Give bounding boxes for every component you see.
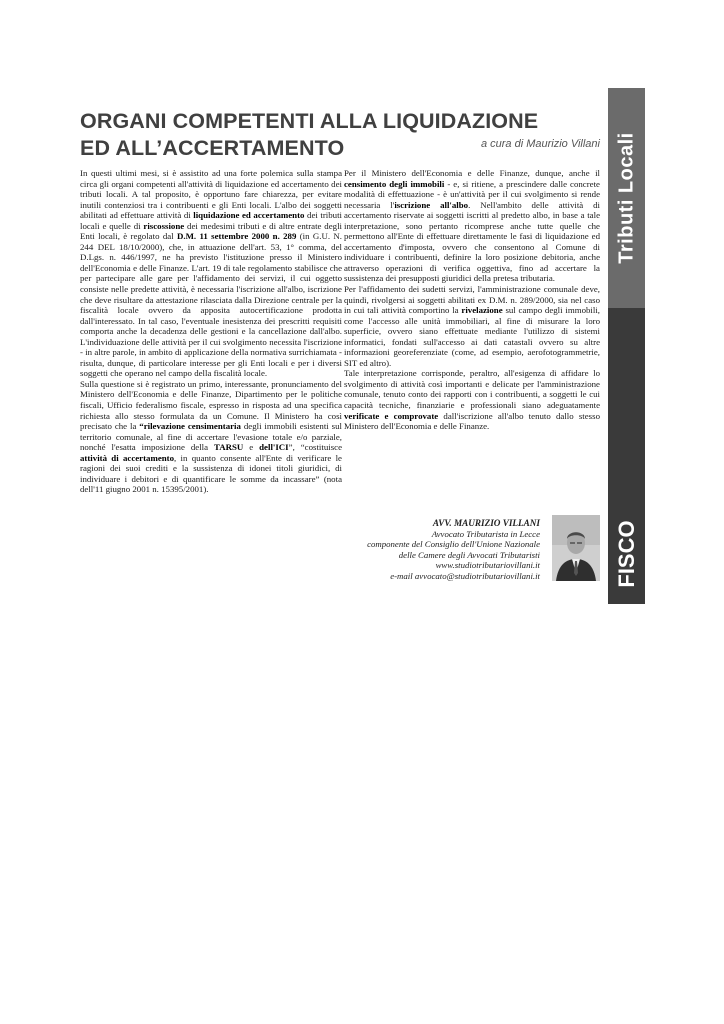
bold-run: verificate e comprovate: [344, 410, 439, 421]
text-run: degli immobili esistenti sul territorio comunale, al fine di accertare l'evasione totale e/o parziale, nonché l'esatta imposizione della: [80, 421, 342, 453]
author-email: e-mail avvocato@studiotributariovillani.it: [390, 570, 540, 581]
bold-run: rivelazione: [461, 305, 503, 316]
author-photo: [552, 515, 600, 581]
text-run: dei tributi locali e quelle di: [80, 210, 343, 231]
category-label: FISCO: [613, 520, 639, 588]
author-signature: [340, 518, 540, 581]
category-label-wrap: [608, 504, 645, 604]
section-band: [608, 88, 645, 308]
curated-by: a cura di Maurizio Villani: [480, 138, 600, 150]
text-run: dall'iscrizione all'albo tenuto dallo stesso Ministero dell'Economia e delle Finanze.: [344, 410, 600, 432]
left-paragraph-2: [80, 379, 342, 495]
right-paragraph-1: [344, 168, 600, 284]
bold-run: attività di accertamento: [80, 452, 175, 463]
section-sidebar: [608, 88, 645, 604]
bold-run: liquidazione ed accertamento: [193, 210, 305, 221]
author-name: AVV. MAURIZIO VILLANI: [432, 518, 540, 528]
text-run: - e, si ritiene, a prescindere dalle concrete modalità di effettuazione - è un'attività per il cui svolgimento si rende necessaria l': [344, 178, 600, 210]
text-run: Tale interpretazione corrisponde, peraltro, all'esigenza di affidare lo svolgimento di attività così importanti e delicate per l'amministrazione comunale, tenuto conto dei rapporti con i contribuenti, a soggetti le cui capacità tecniche, finanziarie e professionali siano adeguatamente: [344, 368, 600, 411]
section-label: Tributi Locali: [615, 132, 637, 264]
text-run: Sulla questione si è registrato un primo, interessante, pronunciamento del Ministero dell'Economia e delle Finanze, Dipartimento per le politiche fiscali, Ufficio federalismo fiscale, espresso in risposta ad una specifica richiesta allo stesso formulata da un Comune. Il Ministero ha così precisato che la: [80, 378, 342, 432]
text-run: In questi ultimi mesi, si è assistito ad una forte polemica sulla stampa circa gli organi competenti all'attività di liquidazione ed accertamento dei tributi locali. A tal proposito, è opportuno fare chiarezza, per evitare inutili contenziosi tra i contribuenti e gli Enti locali. L'albo dei soggetti abilitati ad effettuare attività di: [80, 168, 342, 221]
text-run: e: [243, 442, 260, 453]
author-role: Avvocato Tributarista in Lecce: [431, 528, 540, 539]
left-paragraph-1: [80, 168, 342, 379]
bold-run: TARSU: [213, 442, 244, 453]
text-run: (in G.U. N. 244 DEL 18/10/2000), che, in attuazione dell'art. 53, 1° comma, del D.Lgs. n. 446/1997, ne ha previsto l'istituzione presso il Ministero dell'Economia e delle Finanze. L'art. 19 di tale regolamento stabilisce che per partecipare alle gare per l'affidamento dei servizi, il cui oggetto consiste nelle predette attività, è necessaria l'iscrizione all'albo, iscrizione che deve risultare da attestazione rilasciata dalla Direzione centrale per la fiscalità locale ovvero da apposita autocertificazione prodotta dall'interessato. In tal caso, l'eventuale inesistenza dei prescritti requisiti comporta anche la decadenza delle gestioni e la cancellazione dall'albo. L'individuazione delle attività per il cui svolgimento necessita l'iscrizione - in altre parole, in ambito di applicazione della normativa surrichiamata - risulta, dunque, di particolare interesse per gli Enti locali e per i diversi soggetti che operano nel campo della fiscalità locale.: [80, 231, 343, 379]
text-run: Per il Ministero dell'Economia e delle Finanze, dunque, anche il: [344, 168, 600, 178]
text-run: . Nell'ambito delle attività di accertamento riservate ai soggetti iscritti al predetto albo, in base a tale interpretazione, sono pertanto ricomprese anche tutte quelle che permettono all'Ente di effettuare direttamente le fasi di liquidazione ed accertamento d'imposta, ovvero che consentono al Comune di individuare i contribuenti, definire la loro posizione debitoria, anche attraverso operazioni di verifica oggettiva, fino ad accertare la sussistenza dei presupposti giuridici della pretesa tributaria.: [344, 199, 601, 284]
bold-run: riscossione: [143, 220, 185, 231]
bold-run: censimento degli immobili: [344, 178, 445, 189]
text-run: ”, “costituisce: [288, 442, 342, 453]
text-run: Per l'affidamento dei sudetti servizi, l'amministrazione comunale deve, quindi, rivolgersi ai soggetti abilitati ex D.M. n. 289/2000, sia nel caso in cui tali attività comportino la: [344, 284, 600, 316]
text-run: , in quanto consente all'Ente di verificare le ragioni dei suoi crediti e la sussistenza di idonei titoli giuridici, di individuare i debitori e di quantificare le somme da incassare” (nota dell'11 giugno 2001 n. 15395/2001).: [80, 452, 342, 495]
article-title-line1: ORGANI COMPETENTI ALLA LIQUIDAZIONE: [80, 109, 539, 133]
bold-run: “rilevazione censimentaria: [139, 421, 241, 432]
bold-run: D.M. 11 settembre 2000 n. 289: [176, 231, 297, 242]
author-affiliation-line2: delle Camere degli Avvocati Tributaristi: [398, 549, 540, 560]
text-run: sul campo degli immobili, come l'accesso alle unità immobiliari, al fine di misurare la loro superficie, ovvero siano effettuate mediante l'utilizzo di sistemi informatici, fondati sull'accesso ai dati catastali ovvero su altre informazioni georeferenziate (come, ad esempio, aerofotogrammetrie, SIT ed altro).: [344, 305, 600, 368]
article-title: [80, 108, 600, 162]
right-paragraph-2: [344, 284, 600, 368]
category-band: [608, 308, 645, 604]
text-run: dei medesimi tributi e di altre entrate degli Enti locali, è regolato dal: [80, 220, 342, 242]
bold-run: iscrizione all'albo: [394, 199, 469, 210]
portrait-image: [552, 515, 600, 581]
right-paragraph-3: [344, 368, 600, 431]
author-website: www.studiotributariovillani.it: [435, 560, 540, 570]
author-affiliation-line1: componente del Consiglio dell'Unione Nazionale: [367, 539, 540, 549]
left-column: [80, 168, 342, 495]
right-column: [344, 168, 600, 432]
bold-run: dell'ICI: [259, 442, 289, 453]
article-title-line2: ED ALL’ACCERTAMENTO: [80, 136, 345, 160]
